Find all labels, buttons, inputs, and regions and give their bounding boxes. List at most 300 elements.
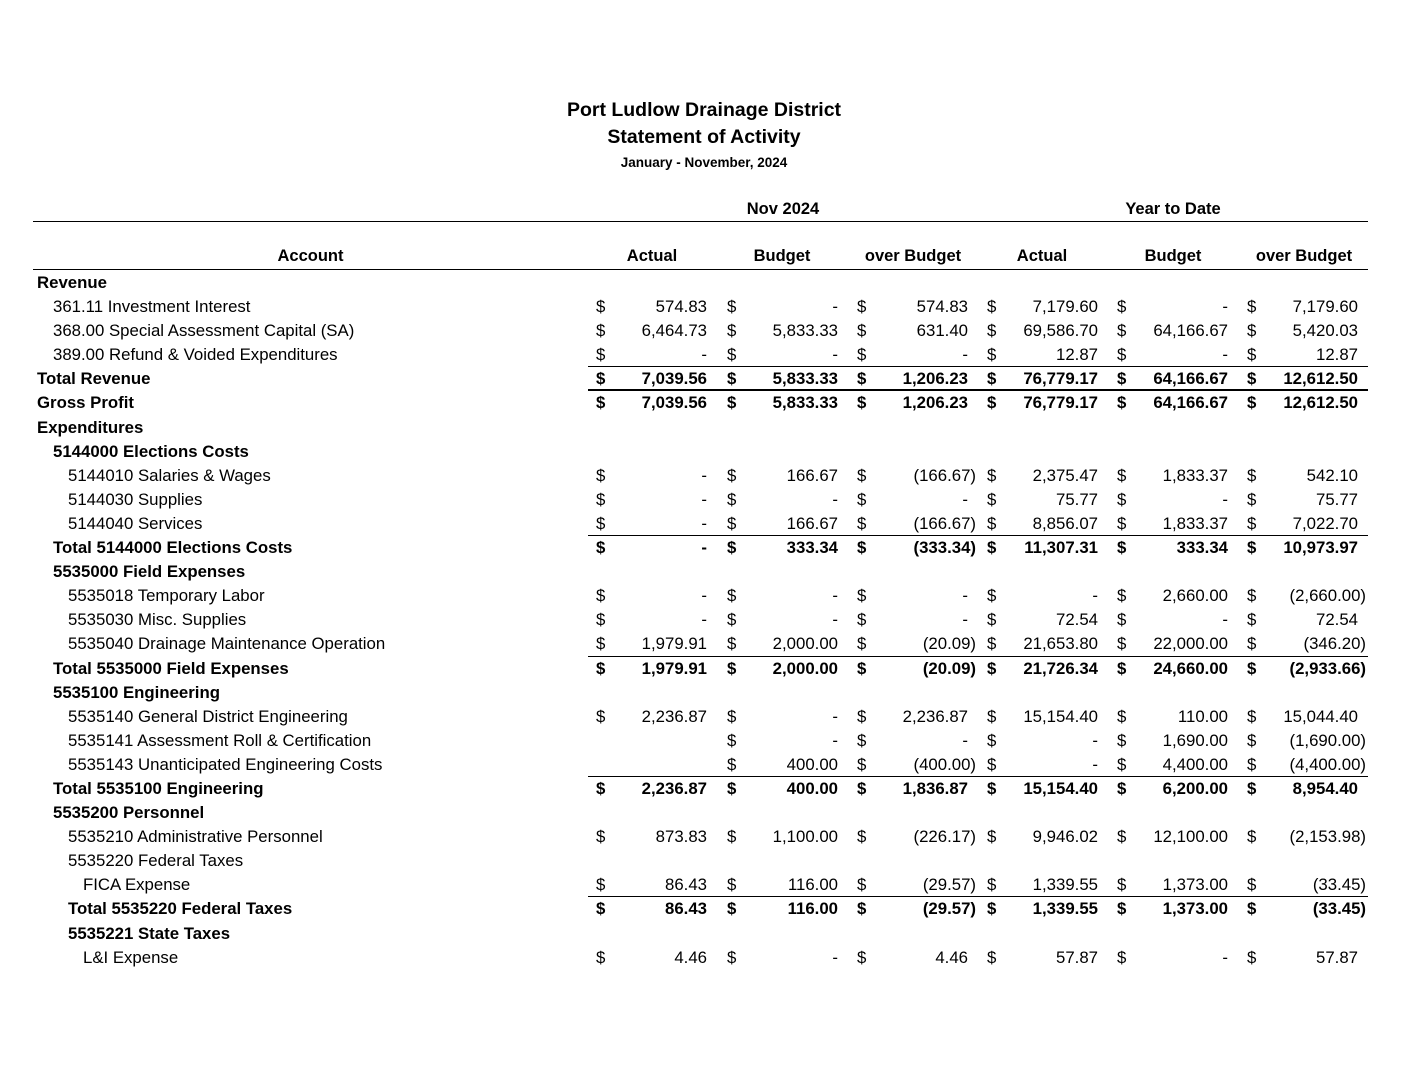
cell-actual: 1,979.91 bbox=[641, 658, 707, 678]
currency-symbol: $ bbox=[987, 465, 997, 485]
cell-budget: - bbox=[832, 730, 838, 750]
cell-over-budget: (29.57) bbox=[922, 899, 976, 919]
table-row bbox=[0, 511, 1408, 535]
currency-symbol: $ bbox=[727, 827, 737, 847]
currency-symbol: $ bbox=[1117, 513, 1127, 533]
currency-symbol: $ bbox=[596, 586, 606, 606]
cell-ytd-over-budget: (1,690.00) bbox=[1289, 730, 1366, 750]
account-label: 5144010 Salaries & Wages bbox=[68, 465, 271, 485]
cell-budget: - bbox=[832, 586, 838, 606]
cell-actual: - bbox=[701, 538, 707, 558]
cell-ytd-over-budget: (2,933.66) bbox=[1289, 658, 1366, 678]
cell-budget: 5,833.33 bbox=[772, 321, 838, 341]
cell-ytd-actual: 1,339.55 bbox=[1032, 899, 1098, 919]
cell-over-budget: 2,236.87 bbox=[902, 706, 968, 726]
account-label: 361.11 Investment Interest bbox=[53, 297, 251, 317]
table-row bbox=[0, 366, 1408, 390]
currency-symbol: $ bbox=[857, 827, 867, 847]
cell-budget: - bbox=[832, 489, 838, 509]
currency-symbol: $ bbox=[987, 586, 997, 606]
currency-symbol: $ bbox=[727, 754, 737, 774]
section-heading-row bbox=[0, 848, 1408, 872]
section-heading-row bbox=[0, 415, 1408, 439]
currency-symbol: $ bbox=[987, 369, 997, 389]
currency-symbol: $ bbox=[987, 754, 997, 774]
currency-symbol: $ bbox=[727, 586, 737, 606]
cell-over-budget: (226.17) bbox=[913, 827, 976, 847]
account-label: 5535040 Drainage Maintenance Operation bbox=[68, 634, 386, 654]
account-label: Total Revenue bbox=[37, 369, 151, 389]
currency-symbol: $ bbox=[727, 538, 737, 558]
cell-ytd-budget: - bbox=[1222, 610, 1228, 630]
account-label: 5535030 Misc. Supplies bbox=[68, 610, 247, 630]
currency-symbol: $ bbox=[1117, 610, 1127, 630]
currency-symbol: $ bbox=[727, 899, 737, 919]
period-group-header: Nov 2024 bbox=[746, 200, 820, 218]
cell-ytd-over-budget: (33.45) bbox=[1312, 875, 1366, 895]
cell-actual: 1,979.91 bbox=[641, 634, 707, 654]
currency-symbol: $ bbox=[1117, 706, 1127, 726]
currency-symbol: $ bbox=[596, 465, 606, 485]
cell-ytd-over-budget: (2,153.98) bbox=[1289, 827, 1366, 847]
currency-symbol: $ bbox=[1247, 778, 1257, 798]
cell-over-budget: - bbox=[962, 610, 968, 630]
cell-over-budget: 574.83 bbox=[916, 297, 968, 317]
cell-ytd-over-budget: 5,420.03 bbox=[1292, 321, 1358, 341]
cell-over-budget: - bbox=[962, 489, 968, 509]
cell-ytd-budget: 24,660.00 bbox=[1153, 658, 1228, 678]
cell-ytd-actual: 57.87 bbox=[1056, 947, 1098, 967]
cell-actual: 7,039.56 bbox=[641, 369, 707, 389]
cell-actual: - bbox=[701, 610, 707, 630]
section-label: 5535221 State Taxes bbox=[68, 923, 231, 943]
currency-symbol: $ bbox=[1247, 899, 1257, 919]
cell-over-budget: - bbox=[962, 586, 968, 606]
cell-ytd-over-budget: 12.87 bbox=[1316, 345, 1358, 365]
table-row bbox=[0, 728, 1408, 752]
currency-symbol: $ bbox=[727, 947, 737, 967]
currency-symbol: $ bbox=[1117, 658, 1127, 678]
account-label: 5535210 Administrative Personnel bbox=[68, 827, 323, 847]
cell-over-budget: 4.46 bbox=[935, 947, 968, 967]
table-row bbox=[0, 872, 1408, 896]
cell-budget: - bbox=[832, 706, 838, 726]
cell-ytd-budget: 64,166.67 bbox=[1153, 369, 1228, 389]
cell-ytd-actual: - bbox=[1092, 586, 1098, 606]
table-row bbox=[0, 318, 1408, 342]
cell-ytd-actual: 75.77 bbox=[1056, 489, 1098, 509]
cell-ytd-over-budget: 75.77 bbox=[1316, 489, 1358, 509]
currency-symbol: $ bbox=[1117, 875, 1127, 895]
currency-symbol: $ bbox=[857, 345, 867, 365]
cell-actual: - bbox=[701, 513, 707, 533]
currency-symbol: $ bbox=[1247, 465, 1257, 485]
currency-symbol: $ bbox=[857, 875, 867, 895]
table-row bbox=[0, 945, 1408, 969]
section-label: 5535100 Engineering bbox=[53, 682, 220, 702]
cell-budget: - bbox=[832, 947, 838, 967]
currency-symbol: $ bbox=[1117, 297, 1127, 317]
header-rule bbox=[33, 221, 1368, 222]
col-header-actual: Actual bbox=[626, 247, 678, 265]
cell-ytd-actual: 9,946.02 bbox=[1032, 827, 1098, 847]
currency-symbol: $ bbox=[596, 778, 606, 798]
currency-symbol: $ bbox=[1117, 730, 1127, 750]
currency-symbol: $ bbox=[1247, 875, 1257, 895]
cell-ytd-actual: 7,179.60 bbox=[1032, 297, 1098, 317]
col-header-budget: Budget bbox=[753, 247, 811, 265]
section-heading-row bbox=[0, 680, 1408, 704]
currency-symbol: $ bbox=[857, 610, 867, 630]
report-period: January - November, 2024 bbox=[620, 155, 788, 170]
currency-symbol: $ bbox=[987, 899, 997, 919]
account-label: Total 5535000 Field Expenses bbox=[53, 658, 289, 678]
currency-symbol: $ bbox=[857, 634, 867, 654]
cell-budget: 2,000.00 bbox=[772, 658, 838, 678]
cell-ytd-over-budget: 72.54 bbox=[1316, 610, 1358, 630]
currency-symbol: $ bbox=[727, 369, 737, 389]
account-label: FICA Expense bbox=[83, 875, 191, 895]
cell-ytd-actual: 21,726.34 bbox=[1023, 658, 1098, 678]
currency-symbol: $ bbox=[857, 899, 867, 919]
cell-ytd-over-budget: 57.87 bbox=[1316, 947, 1358, 967]
cell-ytd-over-budget: 12,612.50 bbox=[1283, 393, 1358, 413]
table-row bbox=[0, 824, 1408, 848]
section-heading-row bbox=[0, 559, 1408, 583]
cell-actual: - bbox=[701, 465, 707, 485]
table-row bbox=[0, 463, 1408, 487]
col-header-over-budget: over Budget bbox=[864, 247, 962, 265]
currency-symbol: $ bbox=[1117, 827, 1127, 847]
cell-budget: - bbox=[832, 345, 838, 365]
table-row bbox=[0, 656, 1408, 680]
table-row bbox=[0, 294, 1408, 318]
currency-symbol: $ bbox=[987, 297, 997, 317]
cell-over-budget: - bbox=[962, 730, 968, 750]
cell-ytd-actual: 8,856.07 bbox=[1032, 513, 1098, 533]
currency-symbol: $ bbox=[987, 538, 997, 558]
cell-actual: - bbox=[701, 586, 707, 606]
cell-ytd-over-budget: 542.10 bbox=[1306, 465, 1358, 485]
cell-over-budget: 1,206.23 bbox=[902, 393, 968, 413]
account-label: 389.00 Refund & Voided Expenditures bbox=[53, 345, 338, 365]
cell-ytd-actual: 15,154.40 bbox=[1023, 778, 1098, 798]
cell-actual: 2,236.87 bbox=[641, 778, 707, 798]
currency-symbol: $ bbox=[727, 297, 737, 317]
cell-budget: - bbox=[832, 610, 838, 630]
currency-symbol: $ bbox=[596, 634, 606, 654]
currency-symbol: $ bbox=[1117, 634, 1127, 654]
currency-symbol: $ bbox=[727, 321, 737, 341]
table-row bbox=[0, 631, 1408, 655]
table-row bbox=[0, 704, 1408, 728]
account-label: 5535018 Temporary Labor bbox=[68, 586, 265, 606]
currency-symbol: $ bbox=[857, 658, 867, 678]
cell-ytd-budget: 2,660.00 bbox=[1162, 586, 1228, 606]
table-row bbox=[0, 583, 1408, 607]
cell-actual: 2,236.87 bbox=[641, 706, 707, 726]
currency-symbol: $ bbox=[987, 513, 997, 533]
currency-symbol: $ bbox=[596, 321, 606, 341]
currency-symbol: $ bbox=[857, 297, 867, 317]
cell-over-budget: (166.67) bbox=[913, 465, 976, 485]
section-label: Expenditures bbox=[37, 417, 144, 437]
cell-budget: 1,100.00 bbox=[772, 827, 838, 847]
currency-symbol: $ bbox=[1117, 345, 1127, 365]
cell-ytd-budget: - bbox=[1222, 345, 1228, 365]
cell-ytd-over-budget: (4,400.00) bbox=[1289, 754, 1366, 774]
cell-over-budget: - bbox=[962, 345, 968, 365]
currency-symbol: $ bbox=[727, 634, 737, 654]
currency-symbol: $ bbox=[1117, 321, 1127, 341]
cell-budget: 116.00 bbox=[787, 899, 838, 919]
currency-symbol: $ bbox=[727, 465, 737, 485]
cell-ytd-budget: 1,373.00 bbox=[1162, 875, 1228, 895]
cell-ytd-actual: 2,375.47 bbox=[1032, 465, 1098, 485]
cell-ytd-budget: 1,373.00 bbox=[1162, 899, 1228, 919]
currency-symbol: $ bbox=[596, 875, 606, 895]
cell-actual: - bbox=[701, 489, 707, 509]
cell-actual: 7,039.56 bbox=[641, 393, 707, 413]
cell-actual: - bbox=[701, 345, 707, 365]
currency-symbol: $ bbox=[1247, 730, 1257, 750]
total-top-rule bbox=[588, 776, 1368, 777]
cell-ytd-budget: 333.34 bbox=[1176, 538, 1228, 558]
table-row bbox=[0, 390, 1408, 414]
currency-symbol: $ bbox=[727, 730, 737, 750]
currency-symbol: $ bbox=[1117, 754, 1127, 774]
account-label: 368.00 Special Assessment Capital (SA) bbox=[53, 321, 355, 341]
section-label: 5535200 Personnel bbox=[53, 803, 205, 823]
currency-symbol: $ bbox=[596, 610, 606, 630]
table-row bbox=[0, 752, 1408, 776]
cell-ytd-budget: 1,690.00 bbox=[1162, 730, 1228, 750]
account-label: Gross Profit bbox=[37, 393, 134, 413]
cell-actual: 873.83 bbox=[655, 827, 707, 847]
cell-ytd-budget: - bbox=[1222, 947, 1228, 967]
cell-ytd-actual: 76,779.17 bbox=[1023, 393, 1098, 413]
currency-symbol: $ bbox=[727, 778, 737, 798]
section-heading-row bbox=[0, 270, 1408, 294]
currency-symbol: $ bbox=[857, 706, 867, 726]
cell-ytd-budget: 22,000.00 bbox=[1153, 634, 1228, 654]
currency-symbol: $ bbox=[1247, 321, 1257, 341]
section-label: 5535220 Federal Taxes bbox=[68, 851, 244, 871]
currency-symbol: $ bbox=[1117, 489, 1127, 509]
currency-symbol: $ bbox=[857, 754, 867, 774]
cell-budget: - bbox=[832, 297, 838, 317]
cell-over-budget: (166.67) bbox=[913, 513, 976, 533]
currency-symbol: $ bbox=[596, 947, 606, 967]
cell-ytd-budget: - bbox=[1222, 489, 1228, 509]
currency-symbol: $ bbox=[857, 369, 867, 389]
currency-symbol: $ bbox=[987, 875, 997, 895]
cell-over-budget: (333.34) bbox=[913, 538, 976, 558]
currency-symbol: $ bbox=[727, 875, 737, 895]
currency-symbol: $ bbox=[1247, 369, 1257, 389]
cell-ytd-over-budget: (346.20) bbox=[1303, 634, 1366, 654]
ytd-group-header: Year to Date bbox=[1125, 200, 1221, 218]
cell-budget: 400.00 bbox=[786, 778, 838, 798]
currency-symbol: $ bbox=[857, 513, 867, 533]
cell-actual: 6,464.73 bbox=[641, 321, 707, 341]
cell-ytd-actual: 1,339.55 bbox=[1032, 875, 1098, 895]
currency-symbol: $ bbox=[1117, 778, 1127, 798]
cell-budget: 166.67 bbox=[786, 513, 838, 533]
currency-symbol: $ bbox=[857, 730, 867, 750]
currency-symbol: $ bbox=[1117, 947, 1127, 967]
currency-symbol: $ bbox=[987, 827, 997, 847]
total-top-rule bbox=[588, 390, 1368, 391]
currency-symbol: $ bbox=[727, 345, 737, 365]
currency-symbol: $ bbox=[727, 706, 737, 726]
currency-symbol: $ bbox=[857, 538, 867, 558]
currency-symbol: $ bbox=[987, 778, 997, 798]
currency-symbol: $ bbox=[857, 393, 867, 413]
currency-symbol: $ bbox=[1117, 586, 1127, 606]
cell-ytd-budget: 110.00 bbox=[1177, 706, 1228, 726]
cell-ytd-actual: - bbox=[1092, 754, 1098, 774]
cell-budget: 5,833.33 bbox=[772, 369, 838, 389]
cell-budget: 333.34 bbox=[786, 538, 838, 558]
currency-symbol: $ bbox=[596, 706, 606, 726]
currency-symbol: $ bbox=[596, 513, 606, 533]
cell-ytd-actual: 21,653.80 bbox=[1023, 634, 1098, 654]
currency-symbol: $ bbox=[596, 297, 606, 317]
currency-symbol: $ bbox=[727, 489, 737, 509]
cell-actual: 4.46 bbox=[674, 947, 707, 967]
account-label: 5535143 Unanticipated Engineering Costs bbox=[68, 754, 383, 774]
currency-symbol: $ bbox=[1247, 345, 1257, 365]
cell-ytd-actual: 12.87 bbox=[1056, 345, 1098, 365]
currency-symbol: $ bbox=[987, 634, 997, 654]
currency-symbol: $ bbox=[987, 947, 997, 967]
table-row bbox=[0, 776, 1408, 800]
currency-symbol: $ bbox=[857, 947, 867, 967]
account-label: Total 5535220 Federal Taxes bbox=[68, 899, 293, 919]
cell-ytd-budget: 64,166.67 bbox=[1153, 393, 1228, 413]
currency-symbol: $ bbox=[987, 345, 997, 365]
cell-ytd-actual: - bbox=[1092, 730, 1098, 750]
currency-symbol: $ bbox=[727, 658, 737, 678]
cell-actual: 86.43 bbox=[665, 899, 707, 919]
cell-ytd-over-budget: 15,044.40 bbox=[1283, 706, 1358, 726]
currency-symbol: $ bbox=[1117, 465, 1127, 485]
cell-ytd-actual: 76,779.17 bbox=[1023, 369, 1098, 389]
cell-actual: 574.83 bbox=[655, 297, 707, 317]
cell-budget: 2,000.00 bbox=[772, 634, 838, 654]
currency-symbol: $ bbox=[596, 827, 606, 847]
currency-symbol: $ bbox=[596, 899, 606, 919]
cell-budget: 116.00 bbox=[787, 875, 838, 895]
account-label: 5535140 General District Engineering bbox=[68, 706, 348, 726]
total-top-rule bbox=[588, 366, 1368, 367]
cell-actual: 86.43 bbox=[665, 875, 707, 895]
currency-symbol: $ bbox=[1247, 754, 1257, 774]
cell-ytd-actual: 11,307.31 bbox=[1024, 538, 1098, 558]
cell-ytd-over-budget: 7,022.70 bbox=[1292, 513, 1358, 533]
currency-symbol: $ bbox=[987, 489, 997, 509]
cell-over-budget: 1,836.87 bbox=[902, 778, 968, 798]
currency-symbol: $ bbox=[1247, 947, 1257, 967]
table-row bbox=[0, 487, 1408, 511]
currency-symbol: $ bbox=[1247, 706, 1257, 726]
col-header-account: Account bbox=[277, 247, 344, 265]
cell-ytd-over-budget: (33.45) bbox=[1312, 899, 1366, 919]
cell-ytd-budget: - bbox=[1222, 297, 1228, 317]
section-label: Revenue bbox=[37, 273, 107, 292]
cell-ytd-actual: 69,586.70 bbox=[1023, 321, 1098, 341]
currency-symbol: $ bbox=[727, 513, 737, 533]
section-heading-row bbox=[0, 921, 1408, 945]
section-heading-row bbox=[0, 800, 1408, 824]
currency-symbol: $ bbox=[596, 538, 606, 558]
section-label: 5144000 Elections Costs bbox=[53, 441, 249, 461]
account-label: L&I Expense bbox=[83, 947, 179, 967]
currency-symbol: $ bbox=[857, 778, 867, 798]
table-row bbox=[0, 896, 1408, 920]
total-top-rule bbox=[588, 896, 1368, 897]
cell-over-budget: (400.00) bbox=[913, 754, 976, 774]
currency-symbol: $ bbox=[857, 489, 867, 509]
report-title: Port Ludlow Drainage District bbox=[566, 99, 842, 121]
total-top-rule bbox=[588, 535, 1368, 536]
cell-ytd-over-budget: 12,612.50 bbox=[1283, 369, 1358, 389]
cell-over-budget: 631.40 bbox=[916, 321, 968, 341]
cell-over-budget: (20.09) bbox=[922, 658, 976, 678]
currency-symbol: $ bbox=[987, 610, 997, 630]
currency-symbol: $ bbox=[596, 369, 606, 389]
cell-over-budget: (29.57) bbox=[922, 875, 976, 895]
cell-budget: 166.67 bbox=[786, 465, 838, 485]
currency-symbol: $ bbox=[857, 465, 867, 485]
account-label: 5144040 Services bbox=[68, 513, 203, 533]
currency-symbol: $ bbox=[987, 658, 997, 678]
col-header-ytd-over-budget: over Budget bbox=[1255, 247, 1353, 265]
cell-ytd-actual: 15,154.40 bbox=[1023, 706, 1098, 726]
col-header-ytd-actual: Actual bbox=[1016, 247, 1068, 265]
cell-ytd-over-budget: (2,660.00) bbox=[1289, 586, 1366, 606]
currency-symbol: $ bbox=[1247, 658, 1257, 678]
currency-symbol: $ bbox=[1247, 538, 1257, 558]
currency-symbol: $ bbox=[727, 393, 737, 413]
currency-symbol: $ bbox=[1247, 610, 1257, 630]
table-row bbox=[0, 342, 1408, 366]
account-label: 5535141 Assessment Roll & Certification bbox=[68, 730, 372, 750]
currency-symbol: $ bbox=[1247, 297, 1257, 317]
cell-ytd-budget: 12,100.00 bbox=[1153, 827, 1228, 847]
table-row bbox=[0, 535, 1408, 559]
currency-symbol: $ bbox=[596, 489, 606, 509]
cell-ytd-over-budget: 7,179.60 bbox=[1292, 297, 1358, 317]
currency-symbol: $ bbox=[1117, 538, 1127, 558]
currency-symbol: $ bbox=[727, 610, 737, 630]
currency-symbol: $ bbox=[1247, 513, 1257, 533]
currency-symbol: $ bbox=[1117, 369, 1127, 389]
currency-symbol: $ bbox=[1247, 827, 1257, 847]
cell-ytd-actual: 72.54 bbox=[1056, 610, 1098, 630]
currency-symbol: $ bbox=[596, 345, 606, 365]
section-label: 5535000 Field Expenses bbox=[53, 562, 246, 582]
cell-ytd-budget: 1,833.37 bbox=[1162, 465, 1228, 485]
statement-table bbox=[0, 270, 1408, 969]
report-subtitle: Statement of Activity bbox=[607, 126, 801, 148]
cell-over-budget: 1,206.23 bbox=[902, 369, 968, 389]
currency-symbol: $ bbox=[596, 393, 606, 413]
currency-symbol: $ bbox=[1117, 899, 1127, 919]
col-header-ytd-budget: Budget bbox=[1144, 247, 1202, 265]
currency-symbol: $ bbox=[987, 321, 997, 341]
